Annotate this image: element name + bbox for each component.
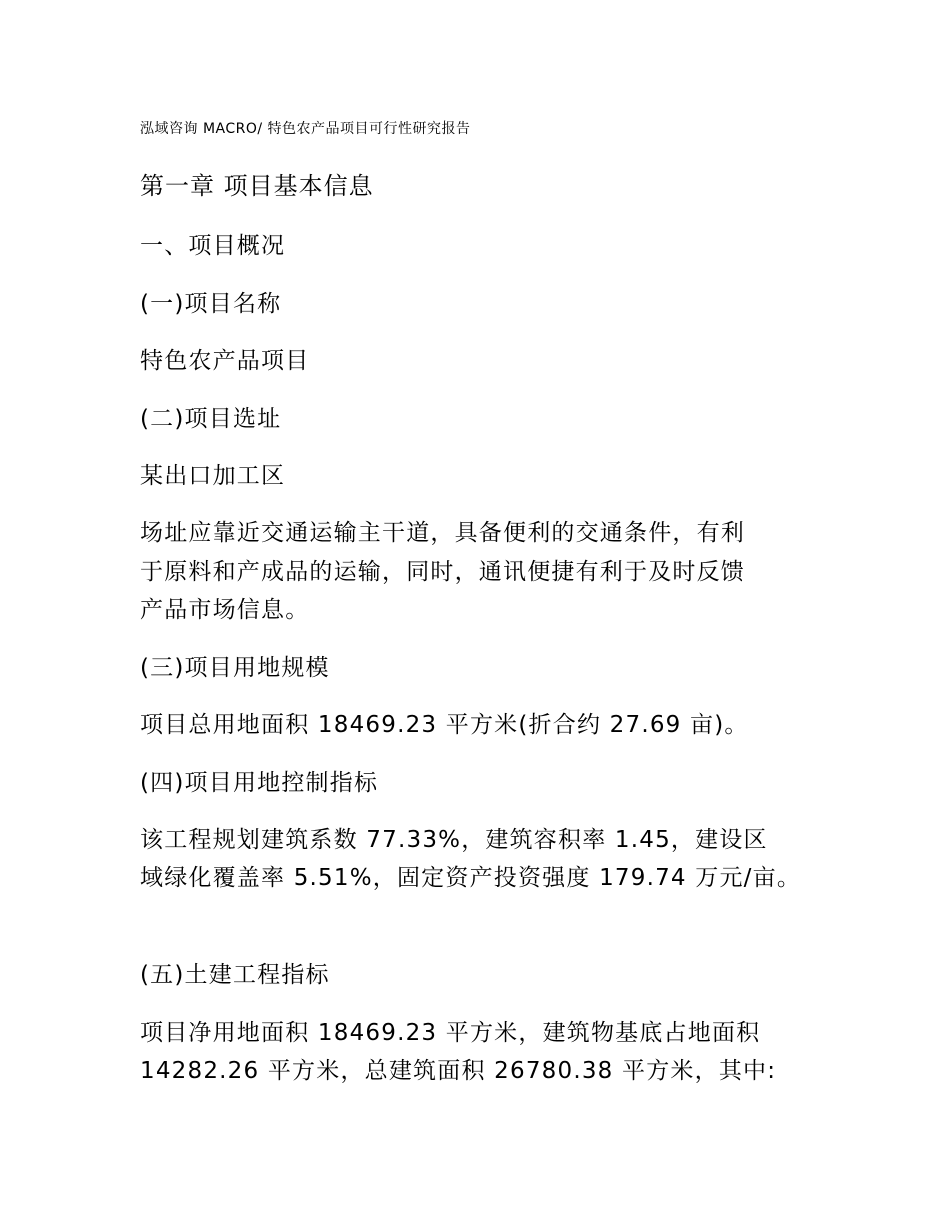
running-header: 泓域咨询 MACRO/ 特色农产品项目可行性研究报告 [140,121,471,137]
site-desc-line: 场址应靠近交通运输主干道，具备便利的交通条件，有利 [140,520,745,546]
land-control-line: 域绿化覆盖率 5.51%，固定资产投资强度 179.74 万元/亩。 [140,865,802,891]
site-desc-line: 于原料和产成品的运输，同时，通讯便捷有利于及时反馈 [140,559,745,585]
site-desc-line: 产品市场信息。 [140,597,310,623]
project-name-value: 特色农产品项目 [140,348,310,374]
chapter-title: 第一章 项目基本信息 [140,172,374,200]
project-name-heading: (一)项目名称 [140,291,282,317]
civil-line: 14282.26 平方米，总建筑面积 26780.38 平方米，其中: [140,1058,777,1084]
project-site-value: 某出口加工区 [140,463,286,489]
project-site-heading: (二)项目选址 [140,406,282,432]
land-scale-value: 项目总用地面积 18469.23 平方米(折合约 27.69 亩)。 [140,712,749,738]
civil-line: 项目净用地面积 18469.23 平方米，建筑物基底占地面积 [140,1020,761,1046]
civil-heading: (五)土建工程指标 [140,962,330,988]
land-control-line: 该工程规划建筑系数 77.33%，建筑容积率 1.45，建设区 [140,827,768,853]
land-control-heading: (四)项目用地控制指标 [140,770,379,796]
land-scale-heading: (三)项目用地规模 [140,655,330,681]
section-title: 一、项目概况 [140,233,286,259]
